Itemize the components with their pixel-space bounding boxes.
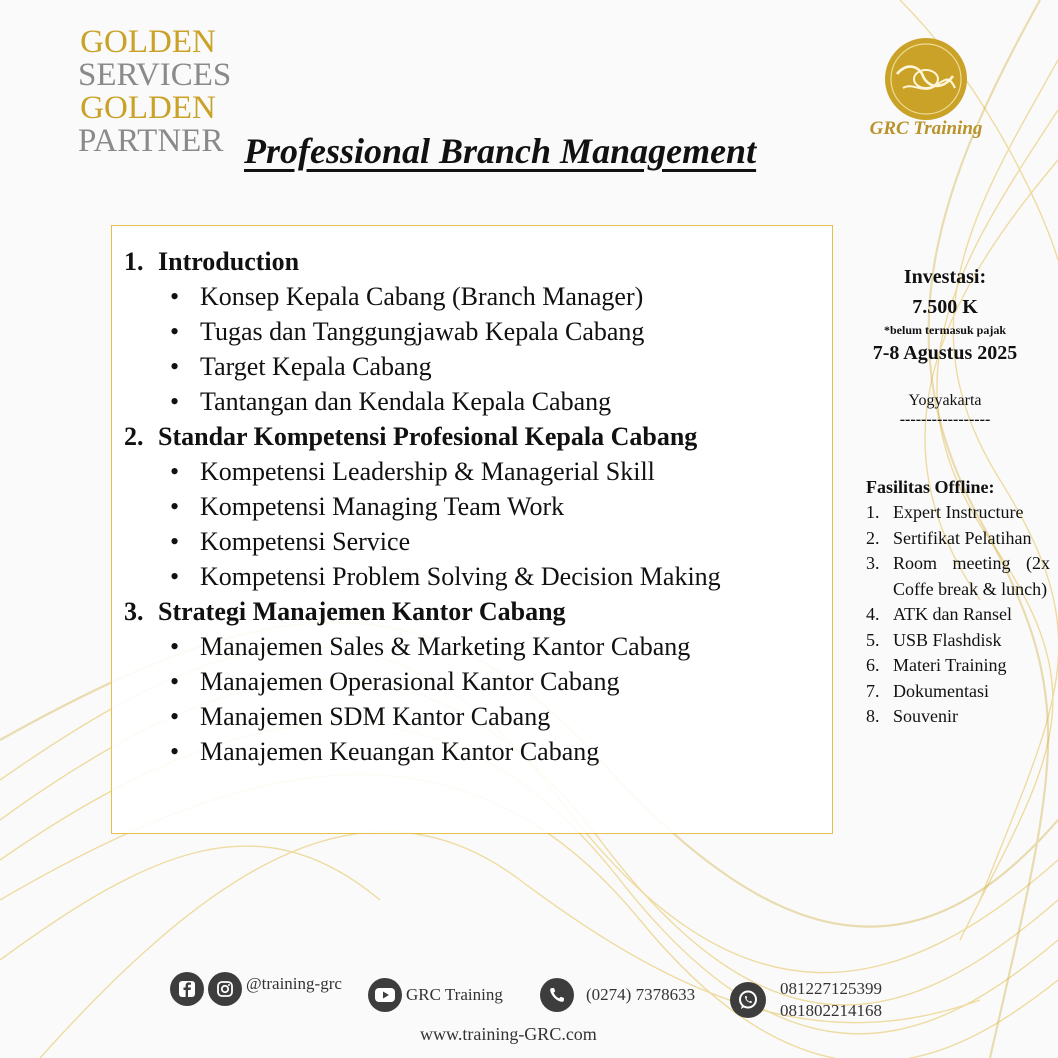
- syllabus-box: [111, 225, 833, 834]
- facility-item: [866, 602, 1050, 628]
- facility-text: Sertifikat Pelatihan: [893, 527, 1032, 548]
- list-item: [170, 489, 832, 524]
- section-heading: [124, 594, 832, 629]
- list-item-text: Manajemen Keuangan Kantor Cabang: [200, 737, 600, 766]
- section-number: 1.: [124, 247, 144, 276]
- tax-note: *belum termasuk pajak: [883, 323, 1006, 337]
- facility-text: USB Flashdisk: [893, 629, 1002, 650]
- list-item: [170, 629, 832, 664]
- facility-number: 8.: [866, 706, 880, 726]
- phone-contact: [540, 978, 695, 1012]
- brand-line-2: SERVICES: [78, 57, 232, 93]
- bullet-icon: •: [170, 632, 180, 661]
- brand-line-3: GOLDEN: [80, 90, 216, 126]
- youtube-icon[interactable]: [368, 978, 402, 1012]
- whatsapp-contact: [730, 978, 882, 1022]
- section-items: [124, 629, 832, 769]
- whatsapp-number-1[interactable]: 081227125399: [780, 979, 882, 998]
- facility-text: ATK dan Ransel: [893, 604, 1012, 624]
- bullet-icon: •: [170, 282, 180, 311]
- list-item-text: Target Kepala Cabang: [200, 352, 432, 381]
- facility-number: 3.: [866, 553, 880, 573]
- section-title: Introduction: [158, 247, 300, 276]
- facility-number: 2.: [866, 527, 880, 548]
- facility-item: [866, 704, 1050, 730]
- list-item-text: Manajemen SDM Kantor Cabang: [200, 702, 551, 731]
- page-title: Professional Branch Management: [244, 131, 757, 171]
- whatsapp-numbers: [780, 978, 882, 1022]
- event-city: Yogyakarta: [908, 392, 982, 409]
- facility-item: [866, 653, 1050, 679]
- list-item: [170, 559, 832, 594]
- investment-label: Investasi:: [903, 266, 987, 288]
- phone-number[interactable]: (0274) 7378633: [586, 985, 696, 1004]
- facilities-title: Fasilitas Offline:: [866, 477, 995, 497]
- list-item: [170, 384, 832, 419]
- facility-item: [866, 551, 1050, 602]
- list-item-text: Tugas dan Tanggungjawab Kepala Cabang: [200, 317, 645, 346]
- section-number: 3.: [124, 597, 144, 626]
- event-info: [852, 262, 1038, 428]
- bullet-icon: •: [170, 702, 180, 731]
- facility-item: [866, 500, 1050, 526]
- youtube-contact: [368, 978, 503, 1012]
- website-link[interactable]: www.training-GRC.com: [420, 1024, 597, 1044]
- brand-line-1: GOLDEN: [80, 24, 216, 60]
- bullet-icon: •: [170, 492, 180, 521]
- facility-text: Expert Instructure: [893, 502, 1024, 522]
- list-item-text: Tantangan dan Kendala Kepala Cabang: [200, 387, 612, 416]
- section: [124, 594, 832, 769]
- bullet-icon: •: [170, 562, 180, 591]
- section-items: [124, 454, 832, 594]
- list-item-text: Kompetensi Managing Team Work: [200, 492, 565, 521]
- bullet-icon: •: [170, 457, 180, 486]
- facility-text: Souvenir: [893, 706, 958, 726]
- syllabus-sections: [112, 226, 832, 769]
- list-item: [170, 279, 832, 314]
- facility-text: Materi Training: [893, 655, 1007, 675]
- facility-number: 1.: [866, 502, 880, 522]
- facility-text: Dokumentasi: [893, 680, 989, 701]
- social-contact: [170, 972, 342, 1006]
- facebook-icon[interactable]: [170, 972, 204, 1006]
- section-title: Standar Kompetensi Profesional Kepala Cabang: [158, 422, 698, 451]
- list-item: [170, 734, 832, 769]
- whatsapp-number-2[interactable]: 081802214168: [780, 1001, 882, 1020]
- facility-item: [866, 679, 1050, 705]
- list-item: [170, 349, 832, 384]
- list-item-text: Kompetensi Leadership & Managerial Skill: [200, 457, 655, 486]
- list-item: [170, 699, 832, 734]
- golden-services-brand: [78, 24, 232, 159]
- list-item-text: Manajemen Operasional Kantor Cabang: [200, 667, 620, 696]
- event-date: 7-8 Agustus 2025: [872, 342, 1018, 364]
- bullet-icon: •: [170, 527, 180, 556]
- facility-text: Room meeting (2x Coffe break & lunch): [893, 553, 1050, 599]
- bullet-icon: •: [170, 387, 180, 416]
- section-title: Strategi Manajemen Kantor Cabang: [158, 597, 566, 626]
- whatsapp-icon[interactable]: [730, 982, 766, 1018]
- brand-line-4: PARTNER: [78, 123, 224, 159]
- section: [124, 244, 832, 419]
- globe-logo-icon: [883, 36, 969, 122]
- facility-number: 5.: [866, 629, 880, 650]
- facilities-list: [866, 500, 1050, 730]
- section: [124, 419, 832, 594]
- list-item-text: Kompetensi Problem Solving & Decision Making: [200, 562, 721, 591]
- list-item-text: Konsep Kepala Cabang (Branch Manager): [200, 282, 644, 311]
- bullet-icon: •: [170, 317, 180, 346]
- bullet-icon: •: [170, 737, 180, 766]
- list-item: [170, 454, 832, 489]
- separator: -----------------: [899, 411, 991, 428]
- section-heading: [124, 244, 832, 279]
- phone-icon[interactable]: [540, 978, 574, 1012]
- facility-number: 7.: [866, 680, 880, 701]
- facility-number: 6.: [866, 655, 880, 675]
- investment-amount: 7.500 K: [912, 296, 978, 318]
- section-number: 2.: [124, 422, 144, 451]
- facilities-panel: [866, 474, 1050, 730]
- list-item: [170, 524, 832, 559]
- list-item-text: Kompetensi Service: [200, 527, 411, 556]
- facility-number: 4.: [866, 604, 880, 624]
- youtube-channel[interactable]: GRC Training: [406, 985, 503, 1004]
- list-item: [170, 664, 832, 699]
- logo-name: GRC Training: [869, 118, 983, 139]
- instagram-icon[interactable]: [208, 972, 242, 1006]
- section-heading: [124, 419, 832, 454]
- grc-logo: [836, 36, 1016, 154]
- list-item-text: Manajemen Sales & Marketing Kantor Cabang: [200, 632, 691, 661]
- bullet-icon: •: [170, 352, 180, 381]
- contact-footer: [0, 970, 1058, 1058]
- bullet-icon: •: [170, 667, 180, 696]
- social-handle[interactable]: @training-grc: [246, 974, 342, 993]
- facility-item: [866, 526, 1050, 552]
- section-items: [124, 279, 832, 419]
- list-item: [170, 314, 832, 349]
- facility-item: [866, 628, 1050, 654]
